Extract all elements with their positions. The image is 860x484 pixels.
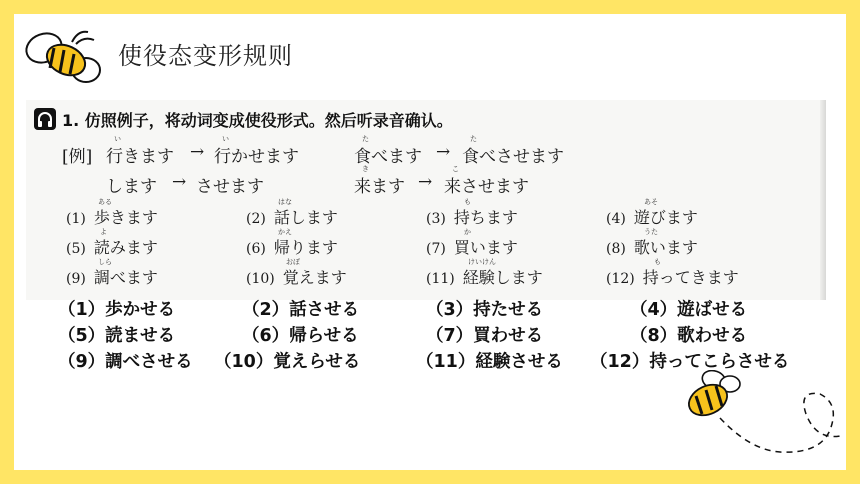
example-causative: させます	[196, 177, 264, 197]
ruby-text: た	[470, 135, 477, 143]
answer-item: （5）読ませる	[58, 326, 176, 346]
ruby-text: あそ	[644, 198, 658, 206]
question-item: (6) 帰ります	[246, 238, 338, 257]
ruby-text: しら	[98, 258, 112, 266]
ruby-text: おぼ	[286, 258, 300, 266]
answer-item: （4）遊ばせる	[630, 300, 748, 320]
example-verb: します	[106, 177, 157, 197]
bee-icon-top	[22, 24, 108, 92]
ruby-text: も	[654, 258, 661, 266]
question-item: (1) 歩きます	[66, 208, 158, 227]
question-item: (4) 遊びます	[606, 208, 698, 227]
answer-item: （10）覚えらせる	[214, 352, 361, 372]
question-item: (9) 調べます	[66, 268, 158, 287]
ruby-text: か	[464, 228, 471, 236]
example-verb: 行きます	[106, 147, 174, 167]
example-tag: [例]	[62, 147, 93, 167]
ruby-text: けいけん	[468, 258, 496, 266]
answer-item: （1）歩かせる	[58, 300, 176, 320]
arrow: →	[190, 142, 205, 162]
headphone-icon	[34, 108, 56, 130]
example-verb: 来ます	[354, 177, 405, 197]
answer-item: （7）買わせる	[426, 326, 544, 346]
exercise-instruction: 1. 仿照例子，将动词变成使役形式。然后听录音确认。	[62, 111, 453, 130]
example-causative: 食べさせます	[462, 147, 564, 167]
example-verb: 食べます	[354, 147, 422, 167]
question-item: (8) 歌います	[606, 238, 698, 257]
question-item: (11) 経験します	[426, 268, 543, 287]
ruby-text: た	[362, 135, 369, 143]
question-item: (3) 持ちます	[426, 208, 518, 227]
ruby-text: かえ	[278, 228, 292, 236]
example-causative: 来させます	[444, 177, 529, 197]
answer-item: （6）帰らせる	[242, 326, 359, 346]
arrow: →	[418, 172, 433, 192]
example-causative: 行かせます	[214, 147, 299, 167]
ruby-text: い	[114, 135, 121, 143]
answer-item: （11）経験させる	[416, 352, 563, 372]
ruby-text: も	[464, 198, 471, 206]
arrow: →	[436, 142, 451, 162]
question-item: (12) 持ってきます	[606, 268, 739, 287]
answer-item: （9）調べさせる	[58, 352, 193, 372]
answer-item: （3）持たせる	[426, 300, 544, 320]
ruby-text: ある	[98, 198, 112, 206]
bee-icon-bottom	[680, 370, 846, 466]
answer-item: （12）持ってこらさせる	[590, 352, 790, 372]
ruby-text: き	[362, 165, 369, 173]
question-item: (10) 覚えます	[246, 268, 347, 287]
ruby-text: こ	[452, 165, 459, 173]
question-item: (5) 読みます	[66, 238, 158, 257]
answer-item: （8）歌わせる	[630, 326, 748, 346]
ruby-text: うた	[644, 228, 658, 236]
answer-item: （2）話させる	[242, 300, 360, 320]
question-item: (7) 買います	[426, 238, 518, 257]
page-title: 使役态变形规则	[118, 42, 293, 70]
ruby-text: はな	[278, 198, 292, 206]
arrow: →	[172, 172, 187, 192]
question-item: (2) 話します	[246, 208, 338, 227]
ruby-text: い	[222, 135, 229, 143]
ruby-text: よ	[100, 228, 107, 236]
